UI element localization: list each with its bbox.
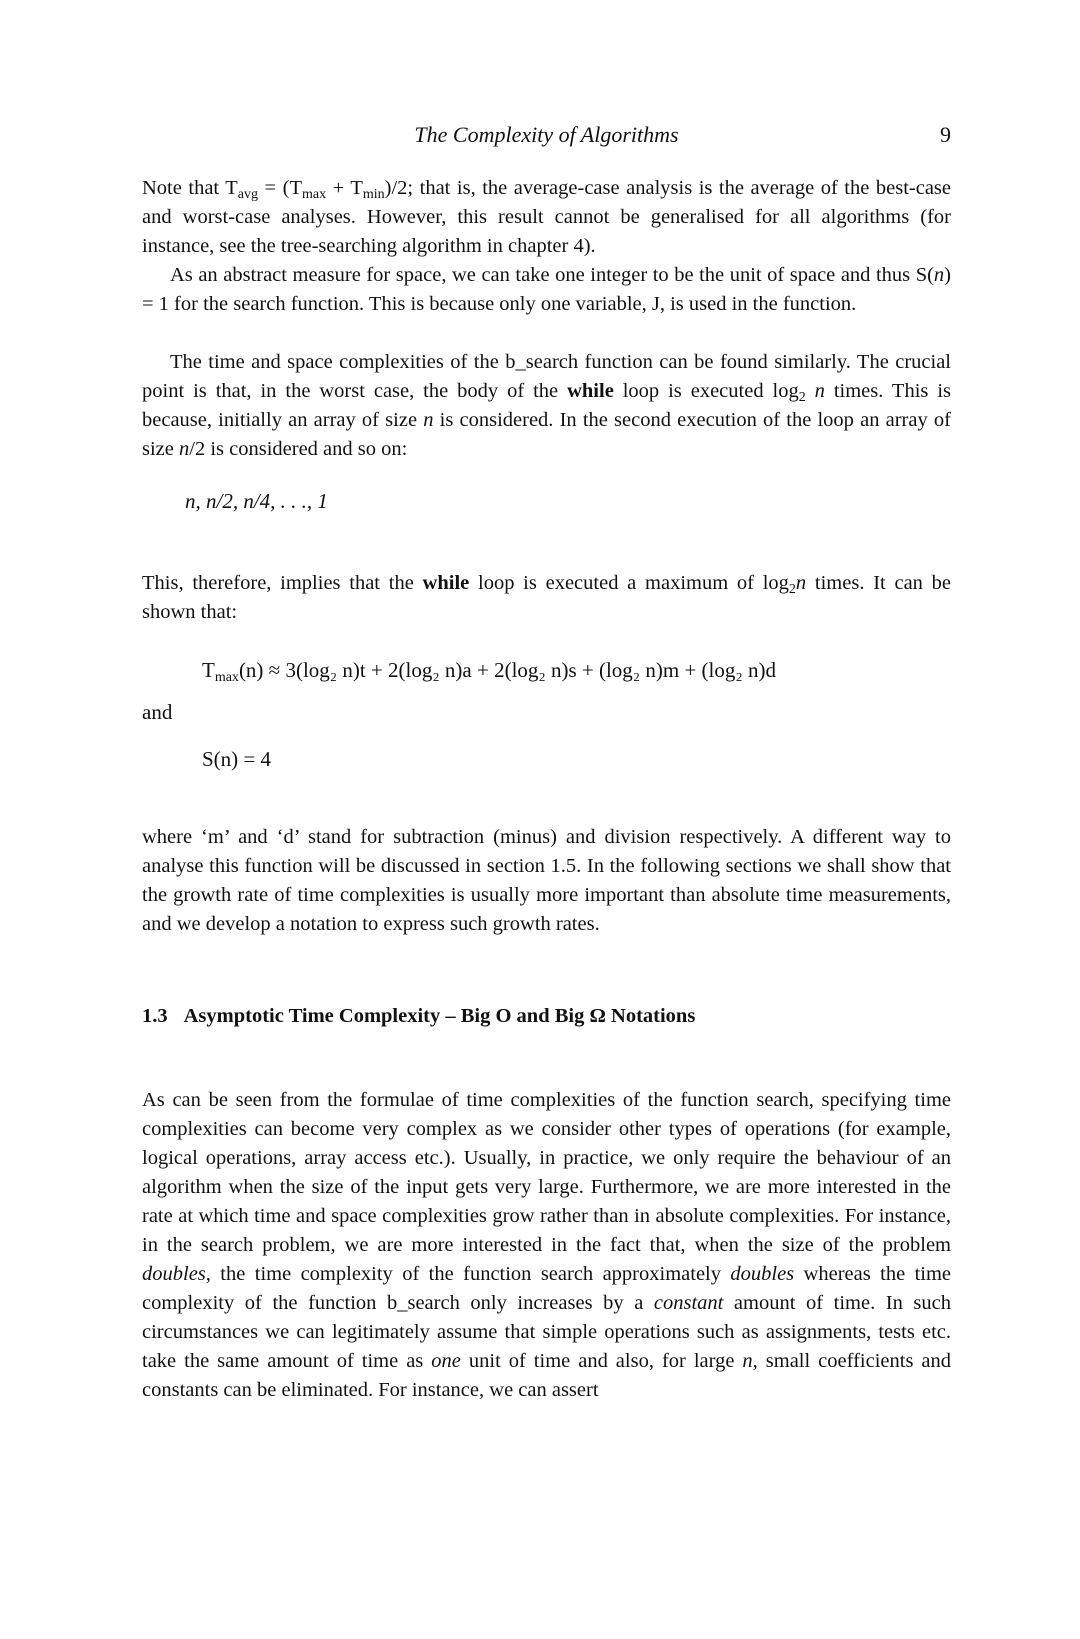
section-title: Asymptotic Time Complexity – Big O and Big Ω Notations — [183, 1005, 696, 1027]
page-number: 9 — [940, 122, 951, 147]
space-equation: S(n) = 4 — [202, 747, 272, 771]
paragraph-while-loop: This, therefore, implies that the while loop is executed a maximum of $\log_2n$ times. It can be shown that: — [142, 572, 952, 623]
section-number: 1.3 — [142, 1005, 168, 1027]
sequence-equation: n, n/2, n/4, . . ., 1 — [185, 489, 328, 513]
running-title: The Complexity of Algorithms — [414, 122, 679, 147]
and-text: and — [142, 700, 173, 724]
paragraph-bsearch-complexity: The time and space complexities of the b_search function can be found similarly. The crucial point is that, in the worst case, the body of the while loop is executed $\log_2 n$ times. This is because, initially an array of size n is considered. In the second execution of the loop an array of size n/2 is considered and so on: — [142, 351, 951, 460]
paragraph-asymptotic: As can be seen from the formulae of time complexities of the function search, specifying time complexities can become very complex as we consider other types of operations (for example, logical operations, array access etc.). Usually, in practice, we only require the behaviour of an algorithm when the size of the input gets very large. Furthermore, we are more interested in the rate at which time and space complexities grow rather than in absolute complexities. For instance, in the search problem, we are more interested in the fact that, when the size of the problem doubles, the time complexity of the function search approximately doubles whereas the time complexity of the function b_search only increases by a constant amount of time. In such circumstances we can legitimately assume that simple operations such as assignments, tests etc. take the same amount of time as one unit of time and also, for large n, small coefficients and constants can be eliminated. For instance, we can assert — [142, 1089, 952, 1401]
paragraph-average-case: Note that $T_{avg} = (T_{max} + T_{min})/2$; that is, the average-case analysis is the average of the best-case and worst-case analyses. However, this result cannot be generalised for all algorithms (for instance, see the tree-searching algorithm in chapter 4). — [142, 177, 951, 257]
tmax-equation: $T_{max}(n) \approx 3(\log_2$ n)t + 2(log₂ n)a + 2(log₂ n)s + (log₂ n)m + (log₂ n)d — [202, 658, 776, 685]
section-heading — [142, 1002, 695, 1031]
running-header — [142, 118, 951, 152]
paragraph-space-measure: As an abstract measure for space, we can take one integer to be the unit of space and thus S(n) = 1 for the search function. This is because only one variable, J, is used in the function. — [142, 264, 951, 315]
paragraph-growth-rate: where ‘m’ and ‘d’ stand for subtraction (minus) and division respectively. A different way to analyse this function will be discussed in section 1.5. In the following sections we shall show that the growth rate of time complexities is usually more important than absolute time measurements, and we develop a notation to express such growth rates. — [142, 826, 951, 935]
